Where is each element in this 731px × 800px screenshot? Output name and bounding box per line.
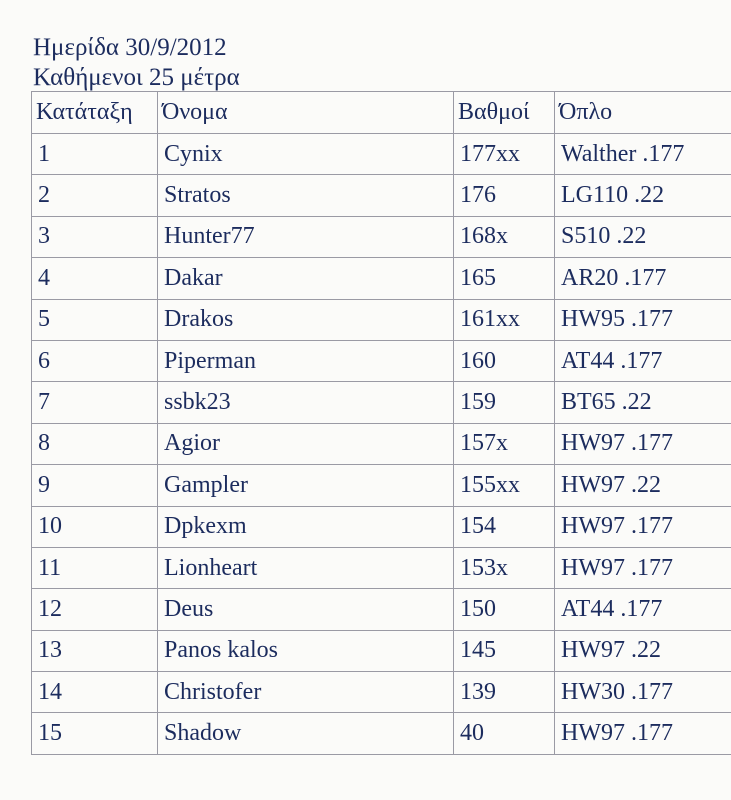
- table-row: [32, 216, 731, 257]
- weapon-cell: AT44 .177: [555, 589, 731, 630]
- table-row: [32, 589, 731, 630]
- weapon-cell: AT44 .177: [555, 340, 731, 381]
- rank-cell: 7: [32, 382, 158, 423]
- rank-cell: 8: [32, 423, 158, 464]
- weapon-cell: BT65 .22: [555, 382, 731, 423]
- table-row: [32, 423, 731, 464]
- weapon-cell: HW30 .177: [555, 672, 731, 713]
- name-cell: Stratos: [158, 175, 454, 216]
- points-cell: 145: [454, 630, 555, 671]
- table-row: [32, 465, 731, 506]
- event-title: Ημερίδα 30/9/2012: [33, 34, 227, 61]
- name-cell: Panos kalos: [158, 630, 454, 671]
- weapon-cell: Walther .177: [555, 134, 731, 175]
- rank-cell: 15: [32, 713, 158, 754]
- table-row: [32, 134, 731, 175]
- table-row: [32, 547, 731, 588]
- weapon-cell: HW97 .177: [555, 423, 731, 464]
- points-cell: 154: [454, 506, 555, 547]
- table-row: [32, 672, 731, 713]
- weapon-cell: S510 .22: [555, 216, 731, 257]
- name-cell: Piperman: [158, 340, 454, 381]
- points-cell: 40: [454, 713, 555, 754]
- table-row: [32, 382, 731, 423]
- points-cell: 160: [454, 340, 555, 381]
- table-row: [32, 175, 731, 216]
- weapon-cell: HW97 .177: [555, 506, 731, 547]
- name-cell: Cynix: [158, 134, 454, 175]
- points-cell: 161xx: [454, 299, 555, 340]
- rank-cell: 3: [32, 216, 158, 257]
- points-cell: 159: [454, 382, 555, 423]
- weapon-cell: HW97 .22: [555, 630, 731, 671]
- points-cell: 176: [454, 175, 555, 216]
- points-cell: 139: [454, 672, 555, 713]
- results-table: [31, 91, 731, 755]
- name-cell: Lionheart: [158, 547, 454, 588]
- name-cell: Dakar: [158, 258, 454, 299]
- rank-cell: 2: [32, 175, 158, 216]
- name-cell: Hunter77: [158, 216, 454, 257]
- rank-cell: 9: [32, 465, 158, 506]
- rank-cell: 10: [32, 506, 158, 547]
- rank-cell: 5: [32, 299, 158, 340]
- points-cell: 155xx: [454, 465, 555, 506]
- weapon-cell: HW97 .177: [555, 547, 731, 588]
- rank-cell: 14: [32, 672, 158, 713]
- name-cell: ssbk23: [158, 382, 454, 423]
- weapon-cell: AR20 .177: [555, 258, 731, 299]
- rank-cell: 1: [32, 134, 158, 175]
- column-header-weapon: Όπλο: [555, 92, 731, 134]
- name-cell: Agior: [158, 423, 454, 464]
- points-cell: 150: [454, 589, 555, 630]
- table-row: [32, 713, 731, 754]
- name-cell: Gampler: [158, 465, 454, 506]
- name-cell: Drakos: [158, 299, 454, 340]
- points-cell: 168x: [454, 216, 555, 257]
- weapon-cell: LG110 .22: [555, 175, 731, 216]
- table-row: [32, 340, 731, 381]
- points-cell: 165: [454, 258, 555, 299]
- column-header-points: Βαθμοί: [454, 92, 555, 134]
- points-cell: 157x: [454, 423, 555, 464]
- name-cell: Shadow: [158, 713, 454, 754]
- event-category: Καθήμενοι 25 μέτρα: [33, 64, 240, 91]
- table-row: [32, 630, 731, 671]
- rank-cell: 12: [32, 589, 158, 630]
- table-row: [32, 258, 731, 299]
- weapon-cell: HW97 .22: [555, 465, 731, 506]
- column-header-rank: Κατάταξη: [32, 92, 158, 134]
- document-header: [33, 33, 240, 93]
- rank-cell: 4: [32, 258, 158, 299]
- table-header-row: [32, 92, 731, 134]
- table-row: [32, 506, 731, 547]
- rank-cell: 11: [32, 547, 158, 588]
- rank-cell: 13: [32, 630, 158, 671]
- name-cell: Dpkexm: [158, 506, 454, 547]
- name-cell: Christofer: [158, 672, 454, 713]
- weapon-cell: HW97 .177: [555, 713, 731, 754]
- weapon-cell: HW95 .177: [555, 299, 731, 340]
- name-cell: Deus: [158, 589, 454, 630]
- points-cell: 153x: [454, 547, 555, 588]
- column-header-name: Όνομα: [158, 92, 454, 134]
- rank-cell: 6: [32, 340, 158, 381]
- table-row: [32, 299, 731, 340]
- points-cell: 177xx: [454, 134, 555, 175]
